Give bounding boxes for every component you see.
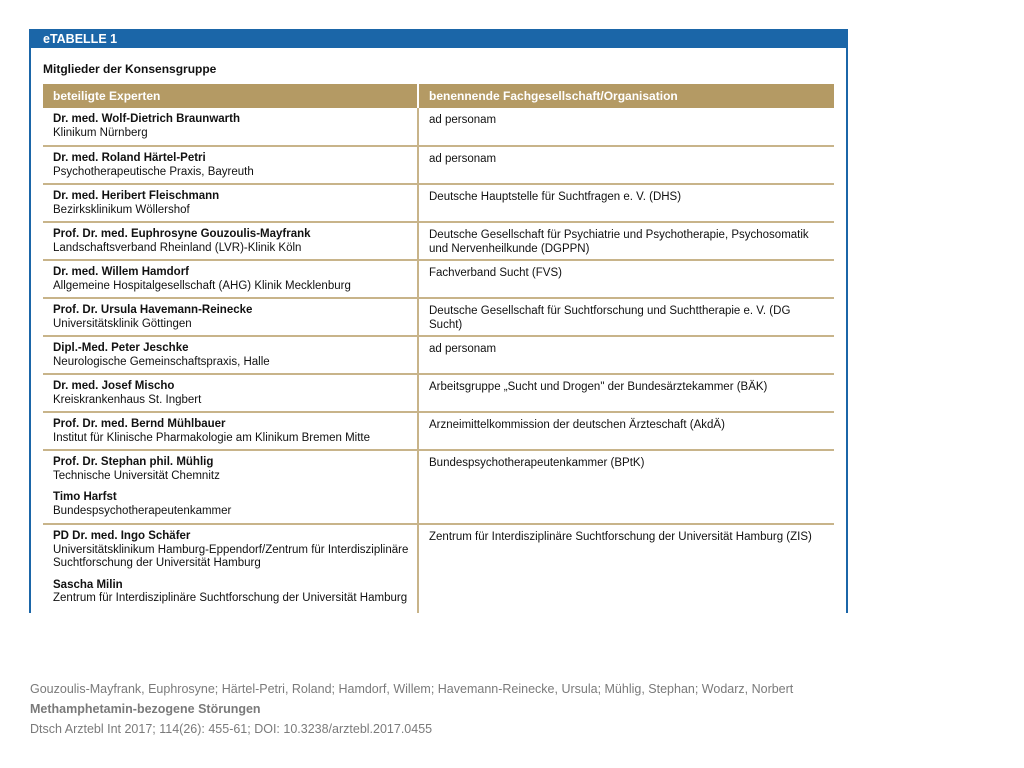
citation-authors: Gouzoulis-Mayfrank, Euphrosyne; Härtel-Petri, Roland; Hamdorf, Willem; Havemann-Reinecke, Ursula; Mühlig, Stephan; Wodarz, Norbert — [30, 682, 794, 696]
expert-cell — [43, 260, 418, 298]
expert-name: Prof. Dr. Ursula Havemann-Reinecke — [53, 304, 253, 316]
expert-entry — [53, 530, 409, 571]
organization-cell: Fachverband Sucht (FVS) — [418, 260, 834, 298]
expert-institution: Kreiskrankenhaus St. Ingbert — [53, 393, 202, 406]
expert-entry — [53, 228, 409, 255]
table-row — [43, 146, 834, 184]
expert-name: Dr. med. Wolf-Dietrich Braunwarth — [53, 113, 241, 125]
expert-cell — [43, 450, 418, 524]
expert-entry — [53, 418, 409, 445]
expert-name: Timo Harfst — [53, 491, 117, 503]
expert-cell — [43, 412, 418, 450]
expert-cell — [43, 108, 418, 146]
expert-institution: Bezirksklinikum Wöllershof — [53, 203, 190, 216]
table-row — [43, 374, 834, 412]
expert-institution: Bundespsychotherapeutenkammer — [53, 504, 232, 517]
organization-cell: Bundespsychotherapeutenkammer (BPtK) — [418, 450, 834, 524]
table-header-row — [43, 84, 834, 108]
organization-cell: Deutsche Gesellschaft für Psychiatrie und Psychotherapie, Psychosomatik und Nervenheilkunde (DGPPN) — [418, 222, 834, 260]
citation-title: Methamphetamin-bezogene Störungen — [30, 702, 261, 716]
expert-entry — [53, 579, 409, 606]
organization-cell: Arbeitsgruppe „Sucht und Drogen" der Bundesärztekammer (BÄK) — [418, 374, 834, 412]
expert-entry — [53, 304, 409, 331]
expert-name: Prof. Dr. med. Euphrosyne Gouzoulis-Mayfrank — [53, 228, 311, 240]
expert-cell — [43, 146, 418, 184]
expert-name: Dr. med. Roland Härtel-Petri — [53, 152, 206, 164]
expert-institution: Allgemeine Hospitalgesellschaft (AHG) Klinik Mecklenburg — [53, 279, 351, 292]
expert-name: Prof. Dr. med. Bernd Mühlbauer — [53, 418, 226, 430]
table-row — [43, 108, 834, 146]
expert-name: Dr. med. Heribert Fleischmann — [53, 190, 220, 202]
expert-cell — [43, 222, 418, 260]
table-row — [43, 450, 834, 524]
table-row — [43, 298, 834, 336]
citation-source: Dtsch Arztebl Int 2017; 114(26): 455-61; DOI: 10.3238/arztebl.2017.0455 — [30, 722, 433, 736]
expert-institution: Neurologische Gemeinschaftspraxis, Halle — [53, 355, 270, 368]
expert-name: PD Dr. med. Ingo Schäfer — [53, 530, 191, 542]
expert-entry — [53, 190, 409, 217]
expert-name: Dr. med. Josef Mischo — [53, 380, 175, 392]
table-title: eTABELLE 1 — [31, 29, 846, 48]
header-organization: benennende Fachgesellschaft/Organisation — [418, 84, 834, 108]
expert-cell — [43, 184, 418, 222]
organization-cell: ad personam — [418, 336, 834, 374]
expert-name: Dipl.-Med. Peter Jeschke — [53, 342, 189, 354]
table-row — [43, 260, 834, 298]
organization-cell: Deutsche Gesellschaft für Suchtforschung und Suchttherapie e. V. (DG Sucht) — [418, 298, 834, 336]
expert-entry — [53, 456, 409, 483]
expert-institution: Landschaftsverband Rheinland (LVR)-Klinik Köln — [53, 241, 302, 254]
expert-cell — [43, 524, 418, 613]
expert-institution: Institut für Klinische Pharmakologie am Klinikum Bremen Mitte — [53, 431, 371, 444]
expert-institution: Zentrum für Interdisziplinäre Suchtforschung der Universität Hamburg — [53, 592, 408, 604]
expert-institution: Universitätsklinikum Hamburg-Eppendorf/Zentrum für Interdisziplinäre Suchtforschung der Universität Hamburg — [53, 543, 409, 569]
table-row — [43, 412, 834, 450]
consensus-table — [43, 84, 834, 613]
header-experts: beteiligte Experten — [43, 84, 418, 108]
expert-name: Sascha Milin — [53, 578, 123, 591]
expert-institution: Psychotherapeutische Praxis, Bayreuth — [53, 165, 254, 178]
table-subtitle: Mitglieder der Konsensgruppe — [43, 62, 217, 76]
table-row — [43, 524, 834, 613]
expert-entry — [53, 342, 409, 369]
expert-name: Prof. Dr. Stephan phil. Mühlig — [53, 456, 214, 468]
expert-entry — [53, 491, 409, 518]
organization-cell: Deutsche Hauptstelle für Suchtfragen e. V. (DHS) — [418, 184, 834, 222]
expert-entry — [53, 152, 409, 179]
expert-cell — [43, 298, 418, 336]
expert-cell — [43, 336, 418, 374]
organization-cell: ad personam — [418, 146, 834, 184]
expert-name: Dr. med. Willem Hamdorf — [53, 266, 190, 278]
expert-cell — [43, 374, 418, 412]
expert-institution: Universitätsklinik Göttingen — [53, 317, 192, 330]
expert-entry — [53, 266, 409, 293]
expert-entry — [53, 380, 409, 407]
expert-institution: Klinikum Nürnberg — [53, 126, 148, 139]
table-row — [43, 184, 834, 222]
expert-institution: Technische Universität Chemnitz — [53, 469, 220, 482]
table-row — [43, 336, 834, 374]
organization-cell: Arzneimittelkommission der deutschen Ärzteschaft (AkdÄ) — [418, 412, 834, 450]
organization-cell: ad personam — [418, 108, 834, 146]
table-frame — [29, 29, 848, 613]
citation — [30, 679, 793, 739]
expert-entry — [53, 113, 409, 140]
table-row — [43, 222, 834, 260]
organization-cell: Zentrum für Interdisziplinäre Suchtforschung der Universität Hamburg (ZIS) — [418, 524, 834, 613]
